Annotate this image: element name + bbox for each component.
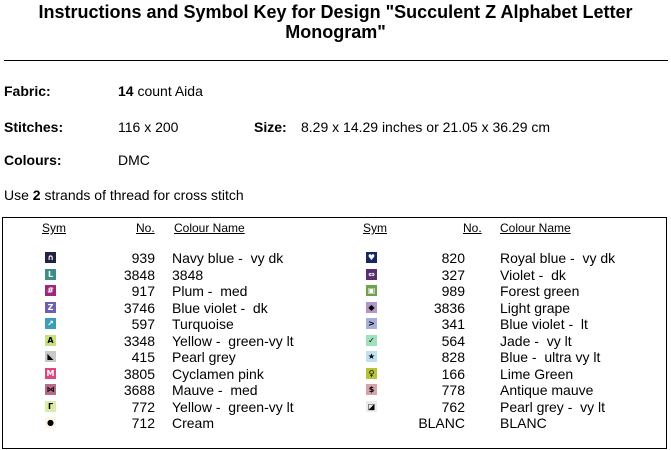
colour-name: Yellow - green-vy lt (172, 399, 294, 415)
strands-instruction (4, 187, 244, 203)
dmc-number: 166 (441, 366, 465, 382)
gamma-icon: Γ (45, 401, 56, 412)
z-icon: Z (45, 302, 56, 313)
dmc-number: 341 (441, 316, 465, 332)
chevron-icon: > (366, 318, 377, 329)
arch-icon: ∩ (45, 252, 56, 263)
left-no-header: No. (136, 221, 155, 235)
letter-m-icon: M (46, 368, 55, 378)
strands-count: 2 (32, 187, 41, 203)
blank-icon (366, 417, 377, 428)
dmc-number: 3836 (433, 300, 465, 316)
dmc-number: 778 (441, 382, 465, 398)
strands-post: strands of thread for cross stitch (44, 187, 244, 203)
dmc-number: 762 (441, 399, 465, 415)
dmc-number: 327 (441, 267, 465, 283)
colour-name: Pearl grey (172, 349, 236, 365)
dmc-number: 564 (441, 333, 465, 349)
colour-name: Blue violet - dk (172, 300, 268, 316)
strands-pre: Use (4, 187, 29, 203)
box-arrow-icon: ⇔ (366, 269, 377, 280)
title-line-1: Instructions and Symbol Key for Design "Succulent Z Alphabet Letter (38, 2, 633, 22)
colour-name: Mauve - med (172, 382, 258, 398)
heart-icon: ♥ (367, 252, 376, 262)
title-line-2: Monogram" (285, 22, 386, 42)
square-dot-icon: ▣ (367, 285, 376, 295)
stitches-value: 116 x 200 (118, 119, 179, 135)
dmc-number: 917 (131, 283, 155, 299)
corner-icon: L (45, 269, 56, 280)
dmc-number: 597 (131, 316, 155, 332)
colour-name: Violet - dk (500, 267, 566, 283)
colour-name: BLANC (500, 415, 547, 431)
fabric-label: Fabric: (4, 83, 51, 99)
triangle-icon: ◣ (45, 351, 56, 362)
fabric-count: 14 (118, 83, 134, 99)
colour-name: Lime Green (500, 366, 574, 382)
colour-name: Yellow - green-vy lt (172, 333, 294, 349)
colour-name: Royal blue - vy dk (500, 250, 616, 266)
colour-name: Blue violet - lt (500, 316, 588, 332)
half-square-icon: ◪ (367, 401, 376, 411)
left-sym-header: Sym (42, 221, 66, 235)
colour-name: Pearl grey - vy lt (500, 399, 606, 415)
dmc-number: 3805 (123, 366, 155, 382)
dmc-number: 820 (441, 250, 465, 266)
right-no-header: No. (463, 221, 482, 235)
right-name-header: Colour Name (500, 221, 571, 235)
colour-name: Jade - vy lt (500, 333, 572, 349)
colour-name: Cream (172, 415, 215, 431)
dmc-number: 3348 (123, 333, 155, 349)
left-name-header: Colour Name (174, 221, 245, 235)
colour-name: Cyclamen pink (172, 366, 264, 382)
arrow-icon: ↗ (45, 318, 56, 329)
dmc-number: 415 (131, 349, 155, 365)
star-icon: ★ (367, 351, 376, 361)
dmc-number: 989 (441, 283, 465, 299)
fabric-value (118, 83, 203, 99)
colours-value: DMC (118, 152, 150, 168)
check-icon: ✓ (366, 335, 377, 346)
shield-icon: ♀ (366, 368, 377, 379)
dmc-number: 712 (131, 415, 155, 431)
dmc-number: 3848 (123, 267, 155, 283)
colour-name: 3848 (172, 267, 204, 283)
dmc-number: 939 (131, 250, 155, 266)
colour-name: Turquoise (172, 316, 234, 332)
title-divider (4, 60, 668, 61)
colour-name: Blue - ultra vy lt (500, 349, 601, 365)
size-value: 8.29 x 14.29 inches or 21.05 x 36.29 cm (301, 119, 551, 135)
hash-icon: # (45, 285, 56, 296)
dmc-number: 3746 (123, 300, 155, 316)
colour-name: Light grape (500, 300, 571, 316)
dmc-number: 772 (131, 399, 155, 415)
colour-name: Plum - med (172, 283, 248, 299)
stitches-label: Stitches: (4, 119, 64, 135)
dollar-icon: $ (366, 384, 377, 395)
bowtie-icon: ⋈ (46, 384, 55, 394)
dmc-number: 3688 (123, 382, 155, 398)
diamond-icon: ◆ (366, 302, 377, 313)
colour-name: Antique mauve (500, 382, 594, 398)
colour-name: Navy blue - vy dk (172, 250, 284, 266)
document-title (0, 2, 671, 42)
size-label: Size: (254, 119, 287, 135)
colour-name: Forest green (500, 283, 580, 299)
colours-label: Colours: (4, 152, 62, 168)
dot-circle-icon: ● (45, 417, 56, 428)
dmc-number: BLANC (418, 415, 465, 431)
right-sym-header: Sym (363, 221, 387, 235)
dmc-number: 828 (441, 349, 465, 365)
fabric-text: count Aida (137, 83, 203, 99)
letter-a-icon: A (45, 335, 56, 346)
